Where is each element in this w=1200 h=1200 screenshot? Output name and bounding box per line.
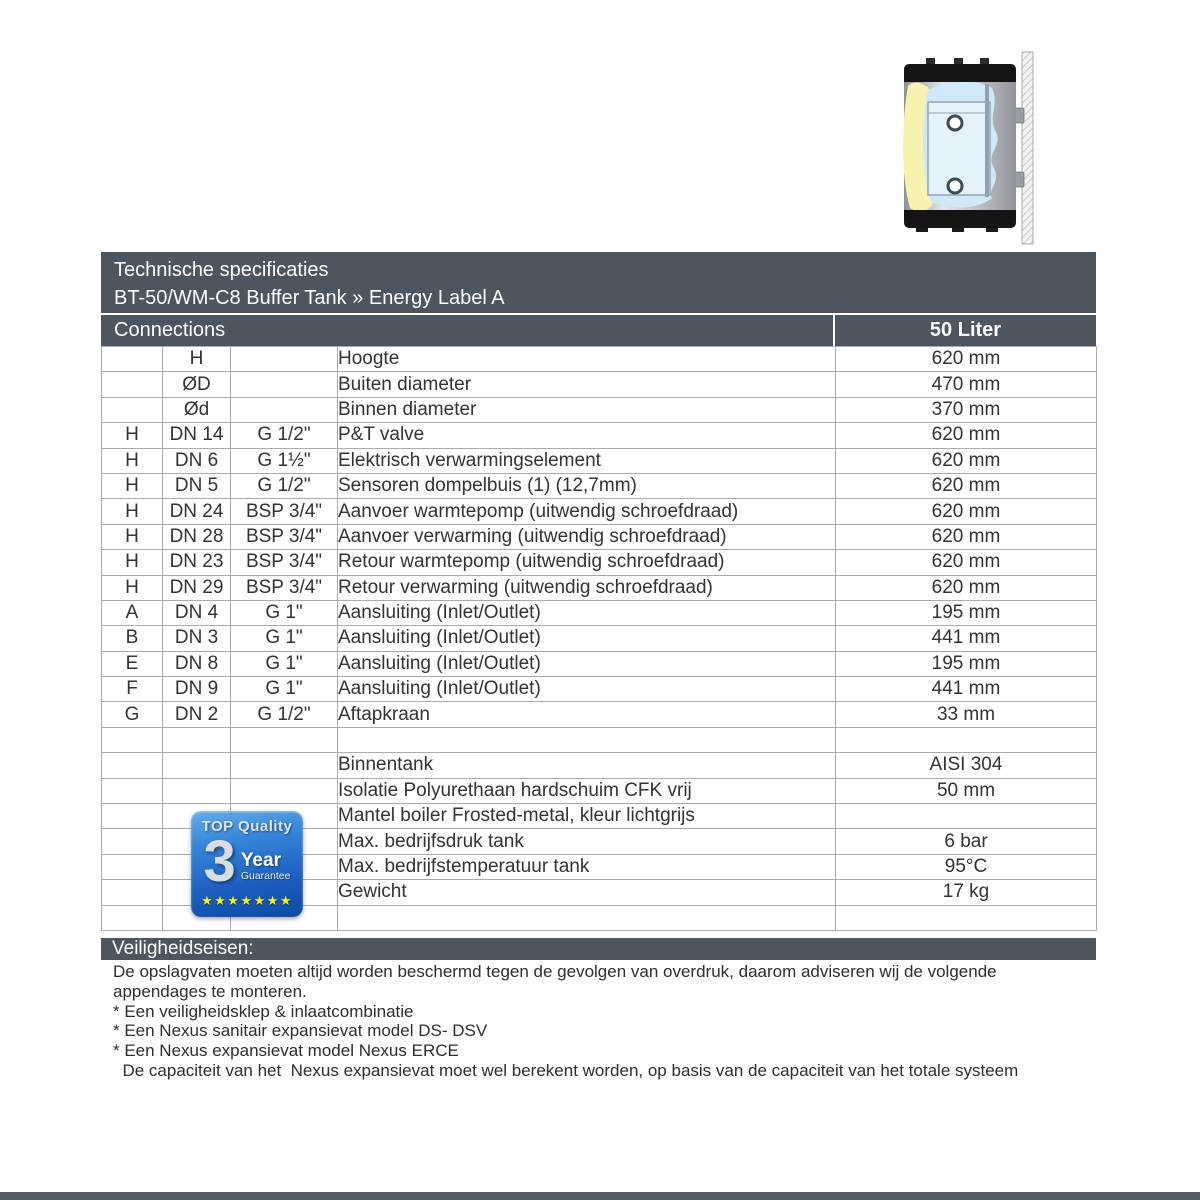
- cell-dn: DN 29: [163, 575, 231, 600]
- cell-description: Aanvoer warmtepomp (uitwendig schroefdraad): [338, 499, 836, 524]
- cell-dn: DN 9: [163, 677, 231, 702]
- connections-header: [101, 315, 1096, 346]
- table-row: [102, 626, 1097, 651]
- table-row: [102, 600, 1097, 625]
- note-line: De opslagvaten moeten altijd worden beschermd tegen de gevolgen van overdruk, daarom adviseren wij de volgende: [113, 962, 997, 981]
- cell-description: Aansluiting (Inlet/Outlet): [338, 626, 836, 651]
- cell-description: Max. bedrijfstemperatuur tank: [338, 854, 836, 879]
- cell-thread: BSP 3/4": [231, 499, 338, 524]
- note-line: * Een Nexus sanitair expansievat model DS- DSV: [113, 1021, 488, 1041]
- cell-description: Aansluiting (Inlet/Outlet): [338, 600, 836, 625]
- table-row: [102, 651, 1097, 676]
- buffer-tank-cutaway-icon: [888, 46, 1038, 248]
- connections-label: Connections: [101, 315, 833, 346]
- cell-value: 195 mm: [836, 651, 1097, 676]
- cell-thread: G 1/2": [231, 423, 338, 448]
- cell-thread: [231, 397, 338, 422]
- cell-letter: [102, 905, 163, 930]
- table-row: [102, 524, 1097, 549]
- cell-description: Gewicht: [338, 880, 836, 905]
- note-line: * Een Nexus expansievat model Nexus ERCE: [113, 1041, 459, 1061]
- table-row: [102, 423, 1097, 448]
- cell-letter: [102, 778, 163, 803]
- cell-letter: H: [102, 524, 163, 549]
- cell-dn: [163, 753, 231, 778]
- cell-thread: [231, 347, 338, 372]
- cell-dn: DN 2: [163, 702, 231, 727]
- badge-year-label: Year: [240, 850, 281, 871]
- cell-dn: DN 24: [163, 499, 231, 524]
- size-column-header: 50 Liter: [835, 315, 1096, 346]
- cell-description: Aftapkraan: [338, 702, 836, 727]
- cell-value: 620 mm: [836, 448, 1097, 473]
- cell-thread: G 1/2": [231, 702, 338, 727]
- table-row: [102, 753, 1097, 778]
- cell-letter: H: [102, 575, 163, 600]
- cell-letter: [102, 829, 163, 854]
- badge-top-label: TOP Quality: [201, 818, 293, 835]
- cell-dn: DN 8: [163, 651, 231, 676]
- cell-value: 620 mm: [836, 499, 1097, 524]
- cell-thread: BSP 3/4": [231, 524, 338, 549]
- cell-letter: H: [102, 423, 163, 448]
- badge-year-number: 3: [203, 829, 236, 894]
- table-row: [102, 550, 1097, 575]
- cell-letter: [102, 753, 163, 778]
- cell-value: 95°C: [836, 854, 1097, 879]
- note-line: * Een veiligheidsklep & inlaatcombinatie: [113, 1001, 414, 1021]
- cell-value: 620 mm: [836, 550, 1097, 575]
- cell-description: Elektrisch verwarmingselement: [338, 448, 836, 473]
- spec-title-line2: BT-50/WM-C8 Buffer Tank » Energy Label A: [114, 287, 505, 309]
- cell-thread: [231, 753, 338, 778]
- note-line: appendages te monteren.: [113, 981, 307, 1001]
- cell-value: [836, 727, 1097, 752]
- cell-dn: DN 28: [163, 524, 231, 549]
- cell-value: 620 mm: [836, 575, 1097, 600]
- cell-value: 620 mm: [836, 347, 1097, 372]
- cell-description: Max. bedrijfsdruk tank: [338, 829, 836, 854]
- cell-letter: E: [102, 651, 163, 676]
- cell-thread: G 1": [231, 600, 338, 625]
- cell-thread: [231, 372, 338, 397]
- cell-thread: G 1": [231, 651, 338, 676]
- cell-dn: DN 4: [163, 600, 231, 625]
- cell-description: P&T valve: [338, 423, 836, 448]
- table-row: [102, 448, 1097, 473]
- cell-description: Isolatie Polyurethaan hardschuim CFK vrij: [338, 778, 836, 803]
- cell-description: Aansluiting (Inlet/Outlet): [338, 677, 836, 702]
- cell-value: 441 mm: [836, 677, 1097, 702]
- cell-letter: [102, 372, 163, 397]
- cell-description: Binnen diameter: [338, 397, 836, 422]
- cell-letter: [102, 854, 163, 879]
- cell-thread: [231, 727, 338, 752]
- page-bottom-bar: [0, 1192, 1200, 1200]
- top-quality-badge: [191, 811, 303, 917]
- table-row: [102, 347, 1097, 372]
- safety-notes: [101, 962, 1111, 1081]
- cell-letter: H: [102, 550, 163, 575]
- cell-description: Retour warmtepomp (uitwendig schroefdraad): [338, 550, 836, 575]
- cell-dn: DN 14: [163, 423, 231, 448]
- cell-value: [836, 804, 1097, 829]
- table-row: [102, 397, 1097, 422]
- cell-dn: [163, 778, 231, 803]
- table-row: [102, 778, 1097, 803]
- cell-value: 470 mm: [836, 372, 1097, 397]
- cell-thread: G 1": [231, 626, 338, 651]
- cell-dn: DN 3: [163, 626, 231, 651]
- cell-letter: G: [102, 702, 163, 727]
- safety-section-header: Veiligheidseisen:: [101, 938, 1096, 960]
- note-line: De capaciteit van het Nexus expansievat moet wel berekent worden, op basis van de capaciteit van het totale systeem: [113, 1060, 1019, 1080]
- cell-value: 6 bar: [836, 829, 1097, 854]
- table-row: [102, 702, 1097, 727]
- cell-description: Buiten diameter: [338, 372, 836, 397]
- cell-value: 195 mm: [836, 600, 1097, 625]
- cell-letter: F: [102, 677, 163, 702]
- cell-thread: BSP 3/4": [231, 575, 338, 600]
- cell-thread: [231, 778, 338, 803]
- cell-description: Hoogte: [338, 347, 836, 372]
- cell-value: 620 mm: [836, 423, 1097, 448]
- cell-letter: [102, 397, 163, 422]
- cell-letter: [102, 880, 163, 905]
- cell-value: 441 mm: [836, 626, 1097, 651]
- cell-letter: A: [102, 600, 163, 625]
- cell-dn: H: [163, 347, 231, 372]
- cell-letter: B: [102, 626, 163, 651]
- table-row: [102, 372, 1097, 397]
- cell-thread: BSP 3/4": [231, 550, 338, 575]
- cell-value: 620 mm: [836, 524, 1097, 549]
- cell-thread: G 1½": [231, 448, 338, 473]
- cell-dn: DN 23: [163, 550, 231, 575]
- cell-value: AISI 304: [836, 753, 1097, 778]
- cell-thread: G 1": [231, 677, 338, 702]
- cell-description: Aansluiting (Inlet/Outlet): [338, 651, 836, 676]
- cell-letter: [102, 347, 163, 372]
- table-row: [102, 677, 1097, 702]
- table-row: [102, 499, 1097, 524]
- cell-value: 50 mm: [836, 778, 1097, 803]
- cell-value: 33 mm: [836, 702, 1097, 727]
- cell-dn: DN 5: [163, 473, 231, 498]
- cell-description: Binnentank: [338, 753, 836, 778]
- cell-letter: [102, 727, 163, 752]
- cell-value: 620 mm: [836, 473, 1097, 498]
- cell-description: Mantel boiler Frosted-metal, kleur lichtgrijs: [338, 804, 836, 829]
- cell-dn: DN 6: [163, 448, 231, 473]
- badge-middle: [191, 829, 303, 894]
- cell-letter: H: [102, 499, 163, 524]
- table-row: [102, 727, 1097, 752]
- cell-letter: H: [102, 473, 163, 498]
- spec-title-line1: Technische specificaties: [114, 259, 329, 281]
- cell-letter: H: [102, 448, 163, 473]
- table-row: [102, 473, 1097, 498]
- cell-dn: ØD: [163, 372, 231, 397]
- cell-description: Retour verwarming (uitwendig schroefdraad): [338, 575, 836, 600]
- cell-thread: G 1/2": [231, 473, 338, 498]
- cell-letter: [102, 804, 163, 829]
- cell-description: [338, 727, 836, 752]
- badge-guarantee-label: Guarantee: [240, 870, 291, 882]
- cell-description: [338, 905, 836, 930]
- cell-value: 17 kg: [836, 880, 1097, 905]
- cell-description: Aanvoer verwarming (uitwendig schroefdraad): [338, 524, 836, 549]
- cell-value: [836, 905, 1097, 930]
- cell-description: Sensoren dompelbuis (1) (12,7mm): [338, 473, 836, 498]
- spec-header: [101, 252, 1096, 313]
- table-row: [102, 575, 1097, 600]
- cell-dn: [163, 727, 231, 752]
- badge-stars-icon: ★★★★★★★: [200, 893, 294, 908]
- cell-dn: Ød: [163, 397, 231, 422]
- cell-value: 370 mm: [836, 397, 1097, 422]
